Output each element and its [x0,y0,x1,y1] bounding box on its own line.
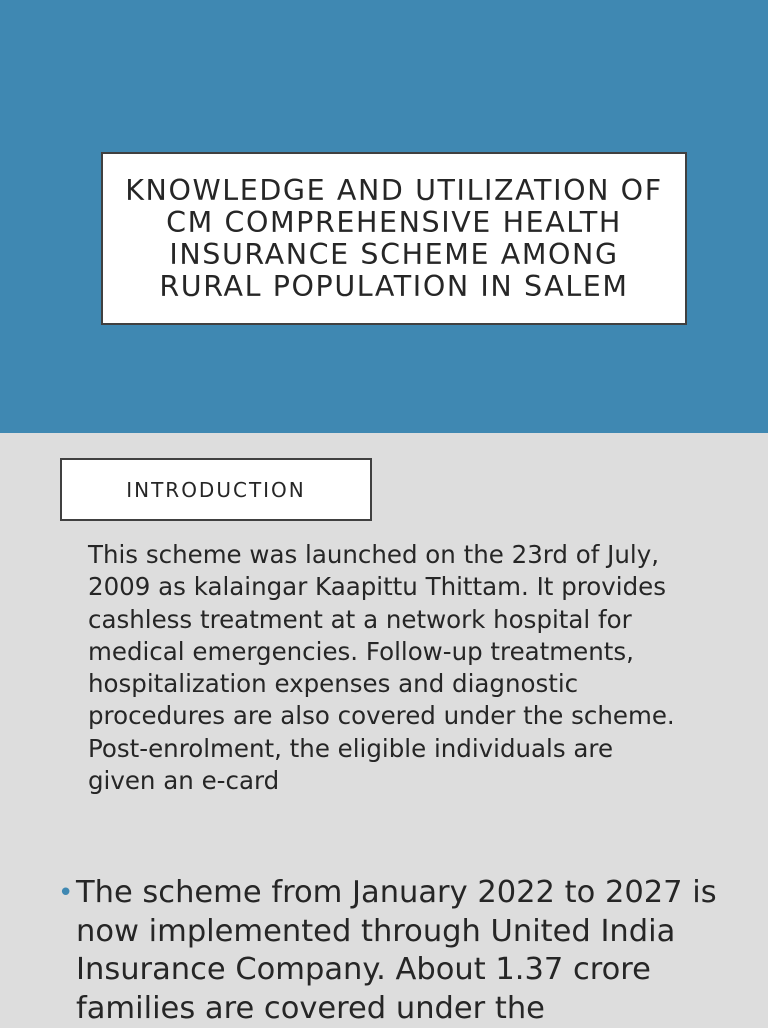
bullet-text: The scheme from January 2022 to 2027 is now implemented through United India Insurance Company. About 1.37 crore families are covered under the [76,875,717,1026]
title-box [101,152,687,325]
section-heading: INTRODUCTION [126,477,306,502]
section-heading-box [60,458,372,521]
slide-title: KNOWLEDGE AND UTILIZATION OF CM COMPREHENSIVE HEALTH INSURANCE SCHEME AMONG RURAL POPULATION IN SALEM [125,173,663,303]
bullet-marker-icon: • [58,878,74,908]
title-band [0,0,768,433]
bullet-item [58,874,758,1028]
intro-paragraph: This scheme was launched on the 23rd of July, 2009 as kalaingar Kaapittu Thittam. It provides cashless treatment at a network hospital for medical emergencies. Follow-up treatments, hospitalization expenses and diagnostic procedures are also covered under the scheme. Post-enrolment, the eligible individuals are given an e-card [88,540,675,796]
